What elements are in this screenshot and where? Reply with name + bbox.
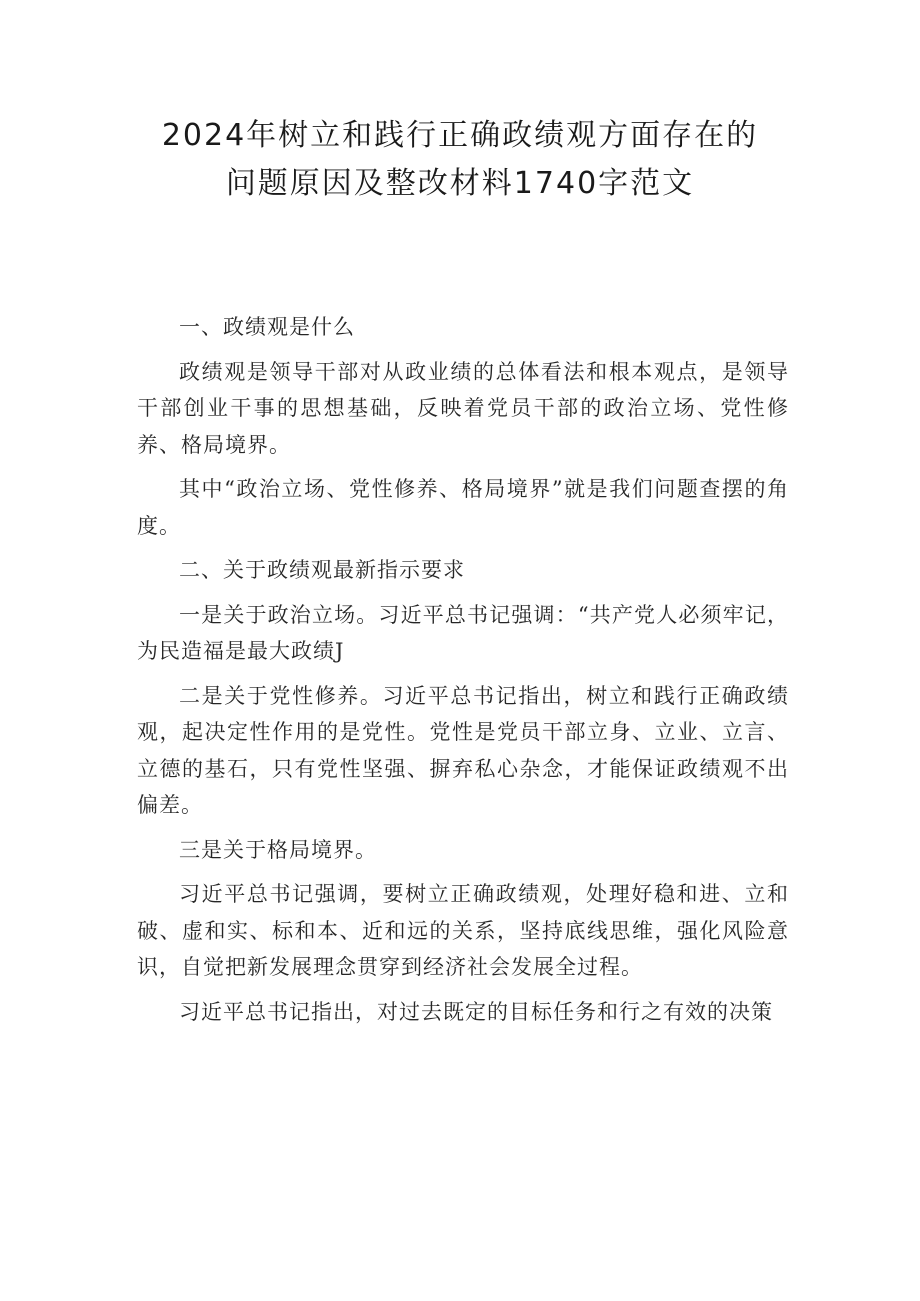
section-heading-1: 一、政绩观是什么 [179, 315, 355, 339]
title-line-2: 问题原因及整改材料1740字范文 [225, 166, 695, 201]
document-body [137, 309, 789, 1038]
paragraph-vision-heading: 三是关于格局境界。 [179, 837, 377, 862]
document-title [100, 112, 820, 208]
paragraph-definition: 政绩观是领导干部对从政业绩的总体看法和根本观点，是领导干部创业干事的思想基础，反映着党员干部的政治立场、党性修养、格局境界。 [137, 359, 789, 457]
paragraph-party-spirit: 二是关于党性修养。习近平总书记指出，树立和践行正确政绩观，起决定性作用的是党性。党性是党员干部立身、立业、立言、立德的基石，只有党性坚强、摒弃私心杂念，才能保证政绩观不出偏差。 [137, 683, 789, 817]
paragraph-political-stance: 一是关于政治立场。习近平总书记强调：“共产党人必须牢记，为民造福是最大政绩J [137, 602, 789, 663]
paragraph-continuation: 习近平总书记指出，对过去既定的目标任务和行之有效的决策 [179, 999, 773, 1024]
paragraph-angle: 其中“政治立场、党性修养、格局境界”就是我们问题查摆的角度。 [137, 477, 789, 538]
paragraph-vision-detail: 习近平总书记强调，要树立正确政绩观，处理好稳和进、立和破、虚和实、标和本、近和远的关系，坚持底线思维，强化风险意识，自觉把新发展理念贯穿到经济社会发展全过程。 [137, 882, 789, 979]
section-heading-2: 二、关于政绩观最新指示要求 [179, 558, 465, 582]
title-line-1: 2024年树立和践行正确政绩观方面存在的 [161, 118, 759, 153]
